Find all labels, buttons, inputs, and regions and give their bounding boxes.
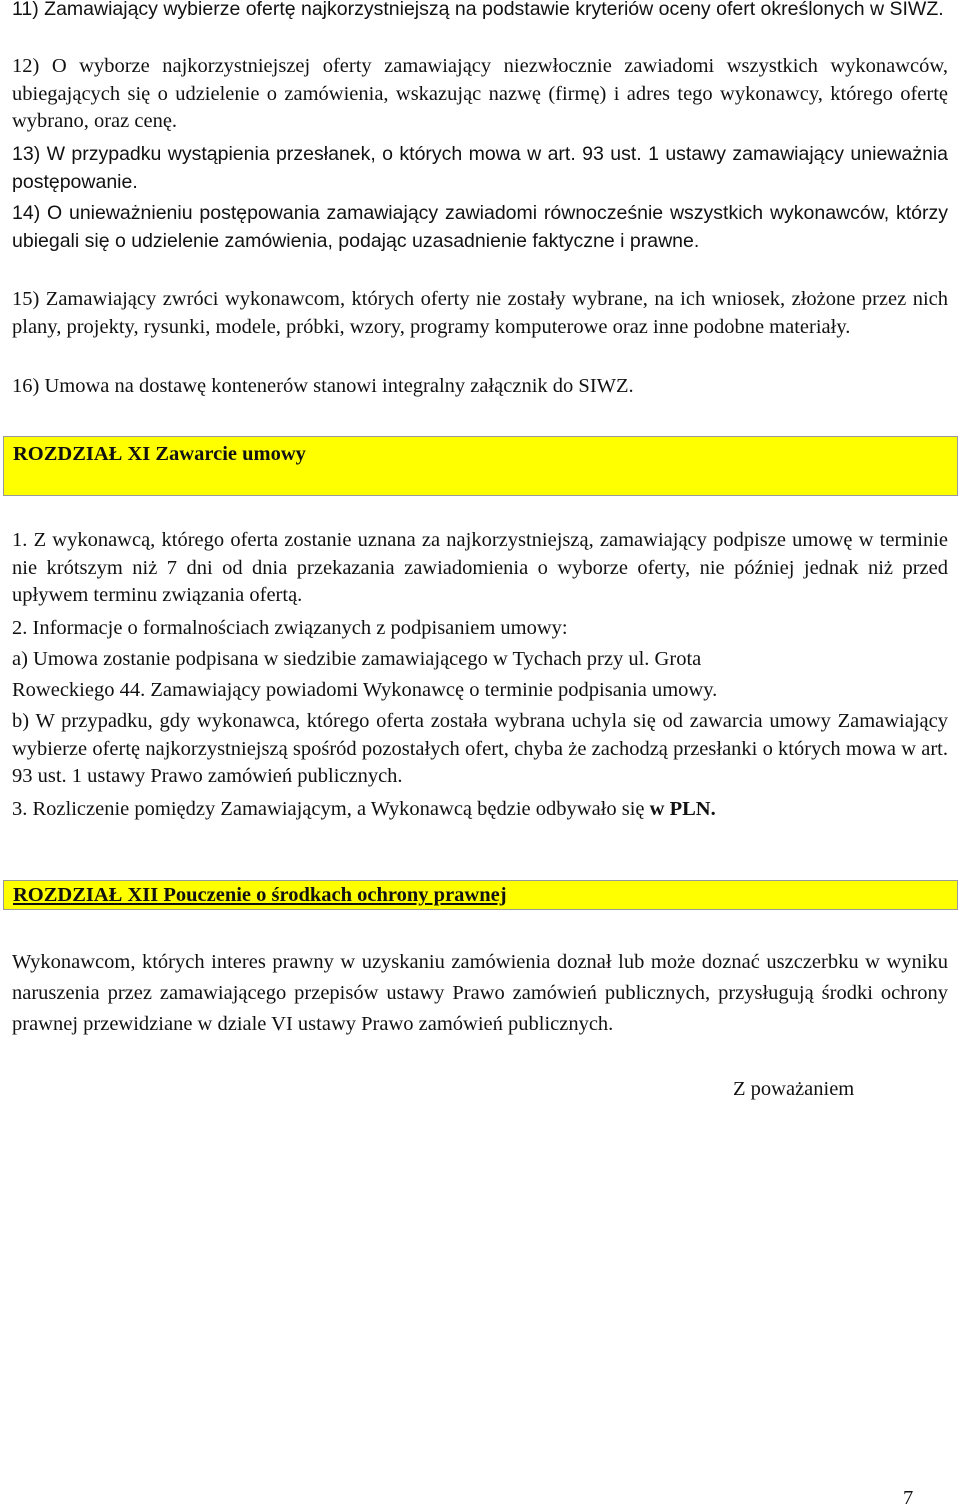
section-xi-point-3-text: 3. Rozliczenie pomiędzy Zamawiającym, a Wykonawcą będzie odbywało się (12, 798, 650, 820)
paragraph-16: 16) Umowa na dostawę kontenerów stanowi integralny załącznik do SIWZ. (12, 375, 634, 397)
page-number: 7 (903, 1487, 914, 1509)
section-xi-point-2a-line2: Roweckiego 44. Zamawiający powiadomi Wykonawcę o terminie podpisania umowy. (12, 679, 718, 701)
section-xi-point-1: 1. Z wykonawcą, którego oferta zostanie uznana za najkorzystniejszą, zamawiający podpisze umowę w terminie nie krótszym niż 7 dni od dnia przekazania zawiadomienia o wyborze oferty, nie później jednak niż przed upływem terminu związania ofertą. (12, 529, 948, 606)
section-xi-point-2b: b) W przypadku, gdy wykonawca, którego oferta została wybrana uchyla się od zawarcia umowy Zamawiający wybierze ofertę najkorzystniejszą spośród pozostałych ofert, chyba że zachodzą przesłanki o których mowa w art. 93 ust. 1 ustawy Prawo zamówień publicznych. (12, 710, 948, 787)
paragraph-11: 11) Zamawiający wybierze ofertę najkorzystniejszą na podstawie kryteriów oceny ofert określonych w SIWZ. (12, 0, 944, 20)
paragraph-13: 13) W przypadku wystąpienia przesłanek, o których mowa w art. 93 ust. 1 ustawy zamawiający unieważnia postępowanie. (12, 143, 948, 193)
paragraph-12: 12) O wyborze najkorzystniejszej oferty zamawiający niezwłocznie zawiadomi wszystkich wykonawców, ubiegających się o udzielenie o zamówienia, wskazując nazwę (firmę) i adres tego wykonawcy, którego ofertę wybrano, oraz cenę. (12, 55, 948, 132)
closing-signature: Z poważaniem (733, 1078, 855, 1100)
section-xi-point-3 (12, 796, 948, 824)
section-xi-point-3-currency: w PLN. (649, 798, 716, 820)
section-xii-paragraph: Wykonawcom, których interes prawny w uzyskaniu zamówienia doznał lub może doznać uszczerbku w wyniku naruszenia przez zamawiającego przepisów ustawy Prawo zamówień publicznych, przysługują środki ochrony prawnej przewidziane w dziale VI ustawy Prawo zamówień publicznych. (12, 951, 948, 1035)
section-xi-heading: ROZDZIAŁ XI Zawarcie umowy (13, 443, 306, 465)
section-xi-point-2: 2. Informacje o formalnościach związanych z podpisaniem umowy: (12, 617, 568, 639)
section-xi-heading-box (3, 436, 958, 496)
section-xi-point-2a-line1: a) Umowa zostanie podpisana w siedzibie zamawiającego w Tychach przy ul. Grota (12, 648, 702, 670)
paragraph-15: 15) Zamawiający zwróci wykonawcom, których oferty nie zostały wybrane, na ich wniosek, złożone przez nich plany, projekty, rysunki, modele, próbki, wzory, programy komputerowe oraz inne podobne materiały. (12, 288, 948, 338)
section-xii-heading: ROZDZIAŁ XII Pouczenie o środkach ochrony prawnej (13, 884, 507, 906)
section-xii-heading-box (3, 880, 958, 910)
paragraph-14: 14) O unieważnieniu postępowania zamawiający zawiadomi równocześnie wszystkich wykonawców, którzy ubiegali się o udzielenie zamówienia, podając uzasadnienie faktyczne i prawne. (12, 202, 948, 252)
